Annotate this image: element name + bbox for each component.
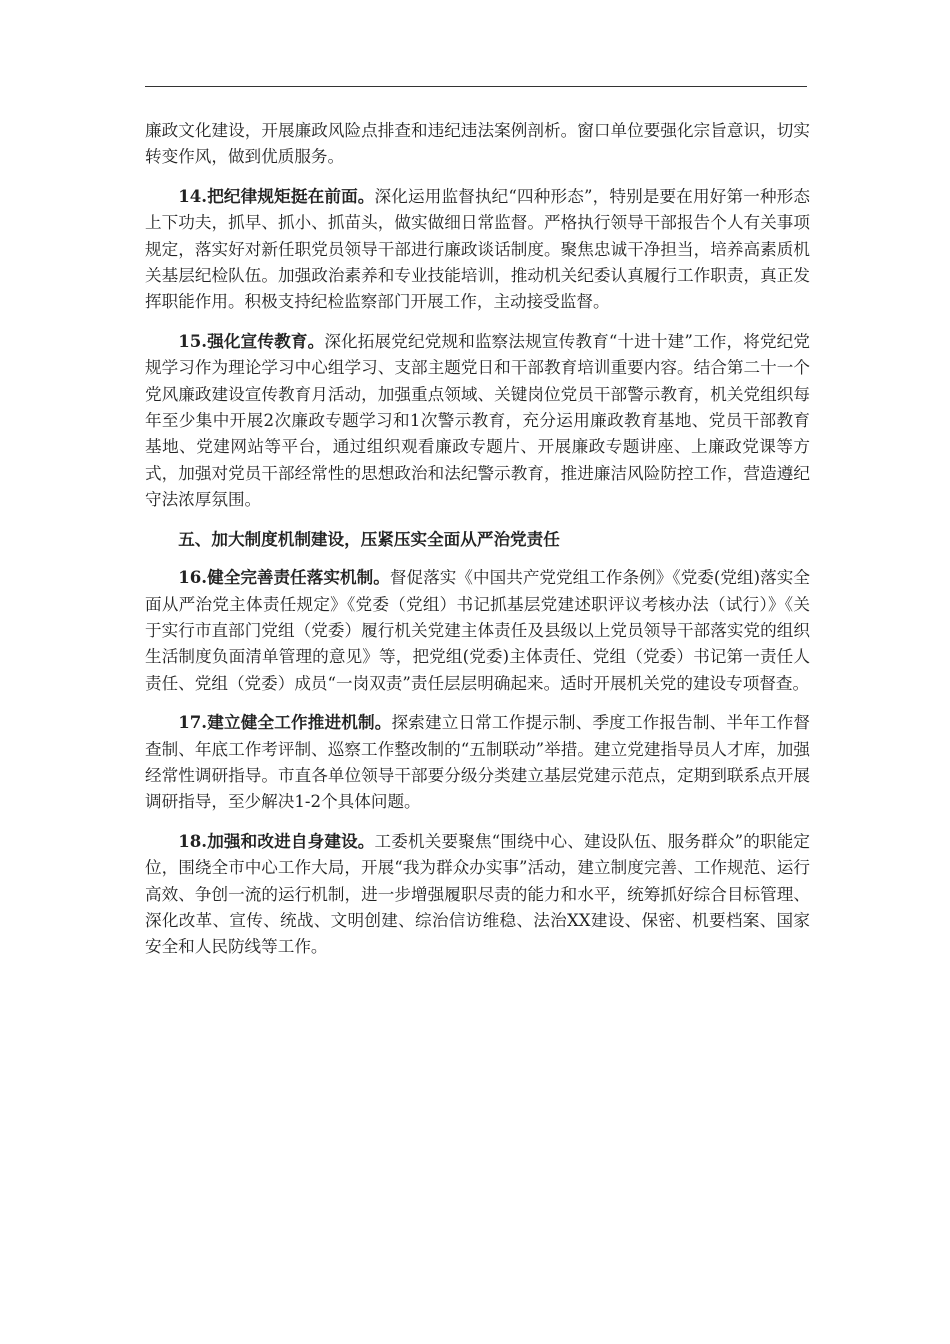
section-heading — [145, 526, 810, 552]
paragraph-text: 深化拓展党纪党规和监察法规宣传教育“十进十建”工作，将党纪党规学习作为理论学习中心组学习、支部主题党日和干部教育培训重要内容。结合第二十一个党风廉政建设宣传教育月活动，加强重点领域、关键岗位党员干部警示教育，机关党组织每年至少集中开展2次廉政专题学习和1次警示教育，充分运用廉政教育基地、党员干部教育基地、党建网站等平台，通过组织观看廉政专题片、开展廉政专题讲座、上廉政党课等方式，加强对党员干部经常性的思想政治和法纪警示教育，推进廉洁风险防控工作，营造遵纪守法浓厚氛围。 — [145, 331, 810, 510]
paragraph-item-15 — [145, 328, 810, 514]
paragraph-lead: 14.把纪律规矩挺在前面。 — [178, 185, 375, 206]
header-rule — [145, 86, 807, 87]
paragraph-text: 工委机关要聚焦“围绕中心、建设队伍、服务群众”的职能定位，围绕全市中心工作大局，开展“我为群众办实事”活动，建立制度完善、工作规范、运行高效、争创一流的运行机制，进一步增强履职尽责的能力和水平，统筹抓好综合目标管理、深化改革、宣传、统战、文明创建、综治信访维稳、法治XX建设、保密、机要档案、国家安全和人民防线等工作。 — [145, 831, 811, 957]
paragraph-continued — [145, 118, 810, 171]
paragraph-item-18 — [145, 828, 810, 961]
paragraph-item-14 — [145, 183, 810, 316]
paragraph-item-16 — [145, 564, 810, 697]
section-heading-text: 五、加大制度机制建设，压紧压实全面从严治党责任 — [178, 528, 560, 549]
document-body — [145, 118, 810, 973]
paragraph-item-17 — [145, 709, 810, 816]
paragraph-lead: 15.强化宣传教育。 — [178, 330, 325, 351]
paragraph-lead: 18.加强和改进自身建设。 — [178, 830, 375, 851]
paragraph-lead: 16.健全完善责任落实机制。 — [178, 567, 390, 588]
paragraph-text: 探索建立日常工作提示制、季度工作报告制、半年工作督查制、年底工作考评制、巡察工作整改制的“五制联动”举措。建立党建指导员人才库，加强经常性调研指导。市直各单位领导干部要分级分类建立基层党建示范点，定期到联系点开展调研指导，至少解决1-2个具体问题。 — [145, 713, 811, 812]
paragraph-text: 廉政文化建设，开展廉政风险点排查和违纪违法案例剖析。窗口单位要强化宗旨意识，切实转变作风，做到优质服务。 — [145, 121, 810, 167]
paragraph-text: 督促落实《中国共产党党组工作条例》《党委(党组)落实全面从严治党主体责任规定》《党委（党组）书记抓基层党建述职评议考核办法（试行）》《关于实行市直部门党组（党委）履行机关党建主体责任及县级以上党员领导干部落实党的组织生活制度负面清单管理的意见》等，把党组(党委)主体责任、党组（党委）书记第一责任人责任、党组（党委）成员“一岗双责”责任层层明确起来。适时开展机关党的建设专项督查。 — [145, 568, 810, 693]
paragraph-lead: 17.建立健全工作推进机制。 — [178, 712, 392, 733]
paragraph-text: 深化运用监督执纪“四种形态”，特别是要在用好第一种形态上下功夫，抓早、抓小、抓苗头，做实做细日常监督。严格执行领导干部报告个人有关事项规定，落实好对新任职党员领导干部进行廉政谈话制度。聚焦忠诚干净担当，培养高素质机关基层纪检队伍。加强政治素养和专业技能培训，推动机关纪委认真履行工作职责，真正发挥职能作用。积极支持纪检监察部门开展工作，主动接受监督。 — [145, 186, 811, 312]
